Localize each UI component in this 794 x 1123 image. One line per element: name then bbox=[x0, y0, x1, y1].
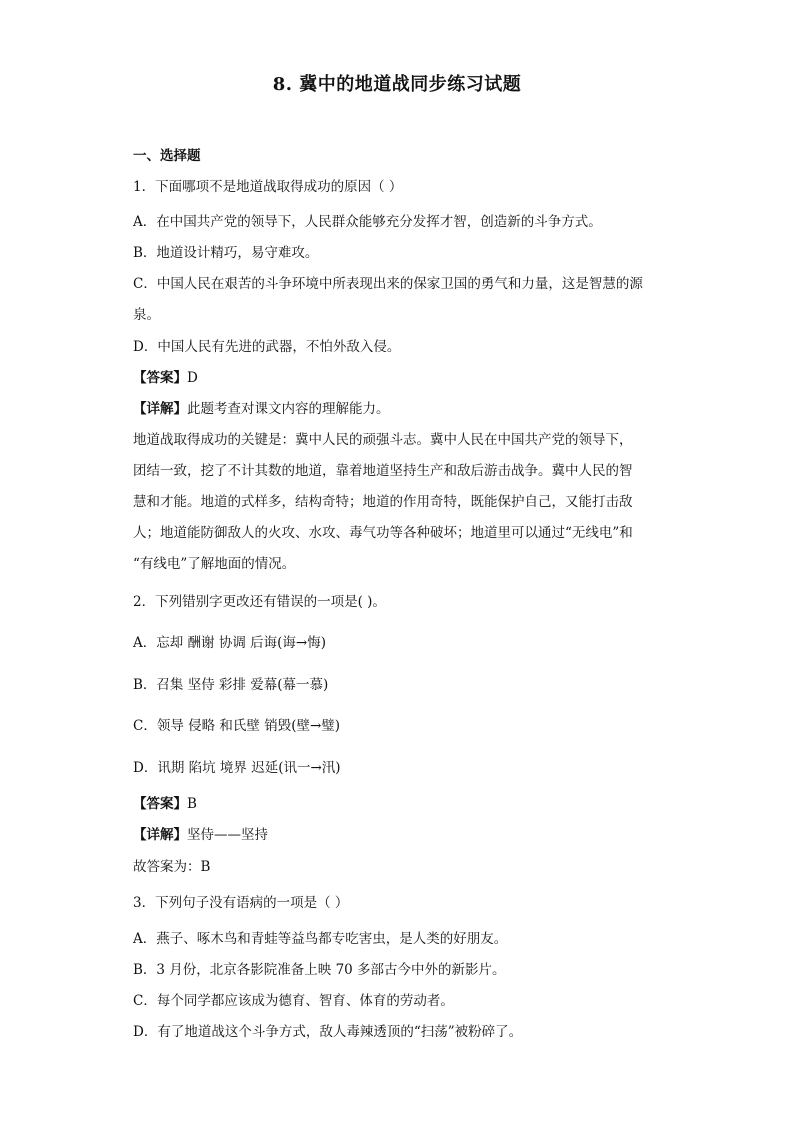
q1-explanation-5: “有线电”了解地面的情况。 bbox=[133, 556, 296, 572]
q2-answer bbox=[133, 794, 673, 814]
answer-value: D bbox=[187, 370, 198, 386]
q1-option-c: C．中国人民在艰苦的斗争环境中所表现出来的保家卫国的勇气和力量，这是智慧的源 bbox=[133, 276, 643, 292]
detail-text: 此题考查对课文内容的理解能力。 bbox=[187, 401, 390, 417]
q1-explanation-3: 慧和才能。地道的式样多，结构奇特；地道的作用奇特，既能保护自己，又能打击敌 bbox=[133, 494, 633, 510]
q1-stem: 1．下面哪项不是地道战取得成功的原因（ ） bbox=[133, 179, 403, 195]
q1-answer bbox=[133, 368, 673, 388]
q3-option-a: A．燕子、啄木鸟和青蛙等益鸟都专吃害虫，是人类的好朋友。 bbox=[133, 931, 508, 947]
q1-option-c-cont: 泉。 bbox=[133, 307, 160, 323]
q1-detail bbox=[133, 399, 673, 419]
q1-option-b: B．地道设计精巧，易守难攻。 bbox=[133, 245, 319, 261]
section-heading: 一、选择题 bbox=[133, 148, 201, 164]
q2-option-d: D．讯期 陷坑 境界 迟延(讯一→汛) bbox=[133, 760, 341, 776]
q1-explanation-1: 地道战取得成功的关键是：冀中人民的顽强斗志。冀中人民在中国共产党的领导下， bbox=[133, 432, 633, 448]
q1-option-d: D．中国人民有先进的武器，不怕外敌入侵。 bbox=[133, 339, 401, 355]
detail-label: 【详解】 bbox=[133, 827, 187, 843]
q2-option-b: B．召集 坚侍 彩排 爱幕(幕一慕) bbox=[133, 677, 329, 693]
q3-stem: 3．下列句子没有语病的一项是（ ） bbox=[133, 895, 349, 911]
q2-detail bbox=[133, 825, 673, 845]
q3-option-c: C．每个同学都应该成为德育、智育、体育的劳动者。 bbox=[133, 993, 454, 1009]
q2-option-a: A．忘却 酬谢 协调 后诲(诲→悔) bbox=[133, 635, 326, 651]
q2-stem: 2．下列错别字更改还有错误的一项是( )。 bbox=[133, 594, 386, 610]
answer-label: 【答案】 bbox=[133, 370, 187, 386]
q2-final-answer: 故答案为：B bbox=[133, 859, 211, 875]
q3-option-b: B．3 月份，北京各影院准备上映 70 多部古今中外的新影片。 bbox=[133, 962, 506, 978]
answer-label: 【答案】 bbox=[133, 796, 187, 812]
q1-explanation-2: 团结一致，挖了不计其数的地道，靠着地道坚持生产和敌后游击战争。冀中人民的智 bbox=[133, 463, 633, 479]
q1-option-a: A．在中国共产党的领导下，人民群众能够充分发挥才智，创造新的斗争方式。 bbox=[133, 214, 602, 230]
detail-text: 坚侍——坚持 bbox=[187, 827, 268, 843]
detail-label: 【详解】 bbox=[133, 401, 187, 417]
answer-value: B bbox=[187, 796, 197, 812]
q2-option-c: C．领导 侵略 和氏壁 销毁(壁→璧) bbox=[133, 718, 341, 734]
q3-option-d: D．有了地道战这个斗争方式，敌人毒辣透顶的“扫荡”被粉碎了。 bbox=[133, 1024, 523, 1040]
page-title: 8. 冀中的地道战同步练习试题 bbox=[272, 74, 522, 95]
q1-explanation-4: 人；地道能防御敌人的火攻、水攻、毒气功等各种破坏；地道里可以通过“无线电”和 bbox=[133, 525, 633, 541]
